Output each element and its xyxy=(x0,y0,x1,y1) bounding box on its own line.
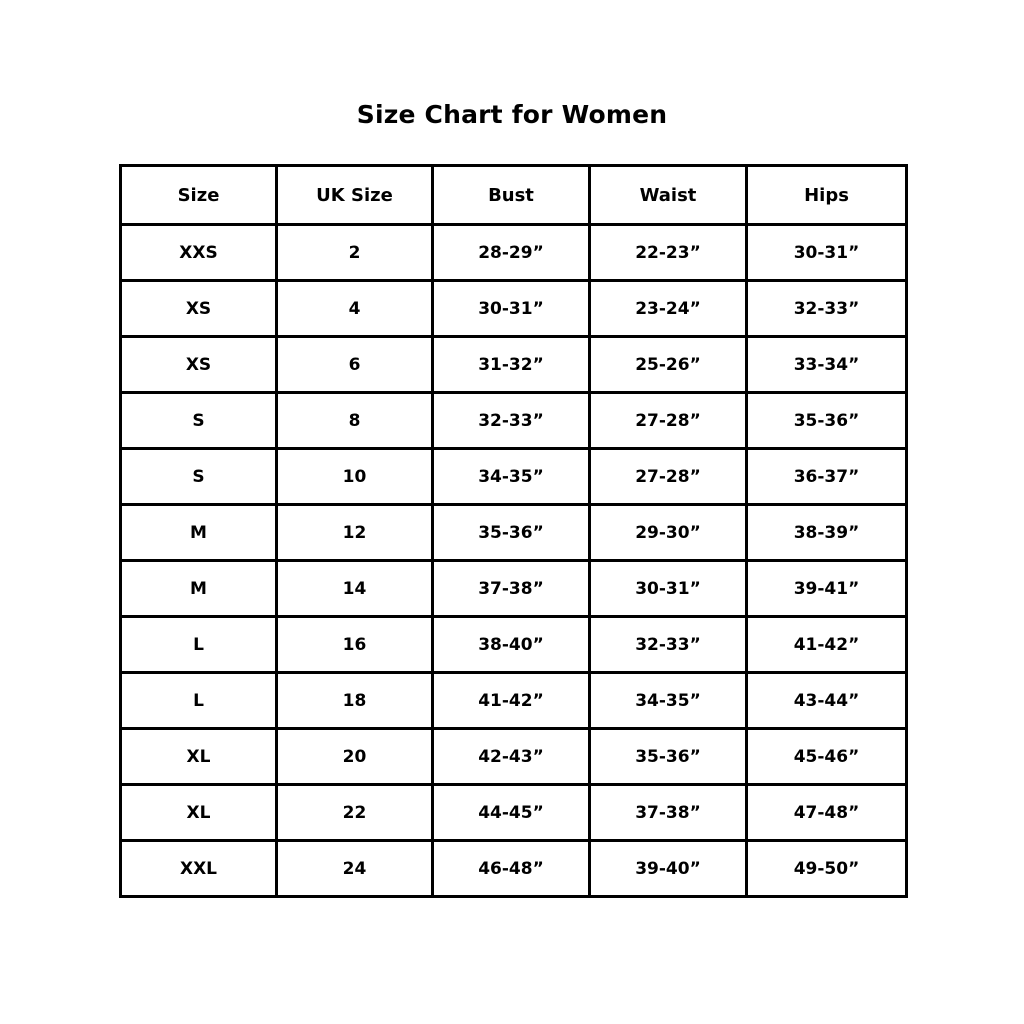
cell-hips: 45-46” xyxy=(747,729,907,785)
cell-bust: 42-43” xyxy=(433,729,590,785)
cell-hips: 36-37” xyxy=(747,449,907,505)
cell-waist: 34-35” xyxy=(590,673,747,729)
table-row xyxy=(121,505,907,561)
table-row xyxy=(121,449,907,505)
cell-bust: 41-42” xyxy=(433,673,590,729)
size-chart-table-wrapper xyxy=(119,164,905,898)
table-row xyxy=(121,617,907,673)
table-row xyxy=(121,337,907,393)
cell-size: XL xyxy=(121,729,277,785)
cell-size: L xyxy=(121,673,277,729)
cell-bust: 46-48” xyxy=(433,841,590,897)
cell-uk-size: 4 xyxy=(277,281,433,337)
cell-size: XS xyxy=(121,281,277,337)
cell-bust: 31-32” xyxy=(433,337,590,393)
cell-uk-size: 14 xyxy=(277,561,433,617)
cell-uk-size: 10 xyxy=(277,449,433,505)
cell-uk-size: 22 xyxy=(277,785,433,841)
cell-uk-size: 8 xyxy=(277,393,433,449)
cell-size: S xyxy=(121,393,277,449)
cell-hips: 30-31” xyxy=(747,225,907,281)
cell-waist: 22-23” xyxy=(590,225,747,281)
cell-bust: 28-29” xyxy=(433,225,590,281)
table-row xyxy=(121,393,907,449)
cell-bust: 35-36” xyxy=(433,505,590,561)
cell-bust: 37-38” xyxy=(433,561,590,617)
cell-hips: 41-42” xyxy=(747,617,907,673)
cell-hips: 35-36” xyxy=(747,393,907,449)
cell-uk-size: 18 xyxy=(277,673,433,729)
size-chart-table xyxy=(119,164,908,898)
cell-uk-size: 12 xyxy=(277,505,433,561)
table-header-row xyxy=(121,166,907,225)
cell-bust: 34-35” xyxy=(433,449,590,505)
cell-waist: 25-26” xyxy=(590,337,747,393)
column-header-waist: Waist xyxy=(590,166,747,225)
column-header-hips: Hips xyxy=(747,166,907,225)
cell-hips: 49-50” xyxy=(747,841,907,897)
cell-hips: 33-34” xyxy=(747,337,907,393)
cell-waist: 27-28” xyxy=(590,393,747,449)
cell-waist: 37-38” xyxy=(590,785,747,841)
cell-size: XL xyxy=(121,785,277,841)
cell-waist: 35-36” xyxy=(590,729,747,785)
cell-waist: 32-33” xyxy=(590,617,747,673)
cell-bust: 30-31” xyxy=(433,281,590,337)
column-header-bust: Bust xyxy=(433,166,590,225)
cell-uk-size: 20 xyxy=(277,729,433,785)
cell-waist: 27-28” xyxy=(590,449,747,505)
cell-waist: 23-24” xyxy=(590,281,747,337)
cell-size: M xyxy=(121,505,277,561)
page-title: Size Chart for Women xyxy=(356,100,668,129)
cell-size: M xyxy=(121,561,277,617)
column-header-uk-size: UK Size xyxy=(277,166,433,225)
table-row xyxy=(121,785,907,841)
cell-hips: 47-48” xyxy=(747,785,907,841)
table-row xyxy=(121,281,907,337)
cell-size: L xyxy=(121,617,277,673)
column-header-size: Size xyxy=(121,166,277,225)
cell-hips: 38-39” xyxy=(747,505,907,561)
table-row xyxy=(121,561,907,617)
cell-uk-size: 6 xyxy=(277,337,433,393)
cell-size: XXL xyxy=(121,841,277,897)
cell-hips: 32-33” xyxy=(747,281,907,337)
table-row xyxy=(121,673,907,729)
cell-bust: 32-33” xyxy=(433,393,590,449)
cell-size: XS xyxy=(121,337,277,393)
cell-uk-size: 2 xyxy=(277,225,433,281)
cell-bust: 38-40” xyxy=(433,617,590,673)
cell-waist: 29-30” xyxy=(590,505,747,561)
table-row xyxy=(121,225,907,281)
cell-size: S xyxy=(121,449,277,505)
cell-waist: 30-31” xyxy=(590,561,747,617)
cell-bust: 44-45” xyxy=(433,785,590,841)
cell-waist: 39-40” xyxy=(590,841,747,897)
cell-uk-size: 16 xyxy=(277,617,433,673)
table-row xyxy=(121,729,907,785)
table-row xyxy=(121,841,907,897)
cell-size: XXS xyxy=(121,225,277,281)
cell-hips: 39-41” xyxy=(747,561,907,617)
cell-hips: 43-44” xyxy=(747,673,907,729)
cell-uk-size: 24 xyxy=(277,841,433,897)
